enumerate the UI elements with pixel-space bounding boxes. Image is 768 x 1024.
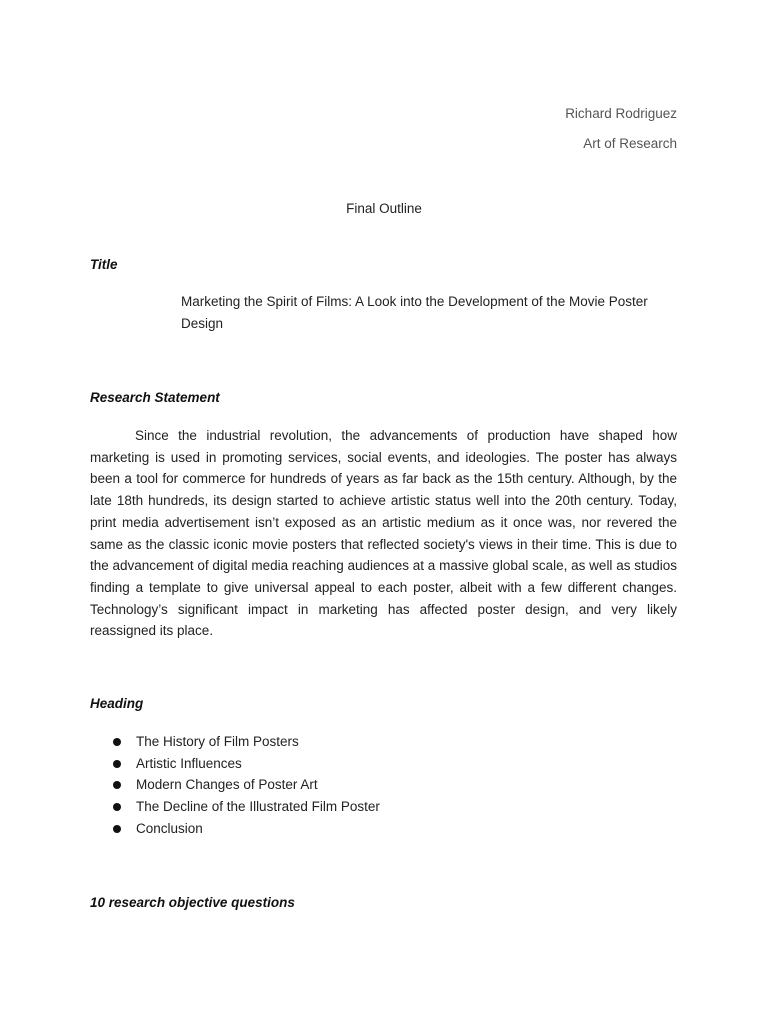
- title-section-heading: Title: [90, 257, 118, 272]
- bullet-icon: [113, 825, 121, 833]
- research-statement-heading: Research Statement: [90, 390, 220, 405]
- research-statement-paragraph: Since the industrial revolution, the advancements of production have shaped how marketing is used in promoting services, social events, and ideologies. The poster has always been a tool for commerce for hundreds of years as far back as the 15th century. Although, by the late 18th hundreds, its design started to achieve artistic status well into the 20th century. Today, print media advertisement isn’t exposed as an artistic medium as it once was, nor revered the same as the classic iconic movie posters that reflected society's views in their time. This is due to the advancement of digital media reaching audiences at a massive global scale, as well as studios finding a template to give universal appeal to each poster, albeit with a few different changes. Technology’s significant impact in marketing has affected poster design, and very likely reassigned its place.: [90, 428, 677, 639]
- author-name: Richard Rodriguez: [565, 106, 677, 121]
- list-item: [113, 796, 380, 818]
- heading-section-heading: Heading: [90, 696, 144, 711]
- list-item: [113, 818, 380, 840]
- list-item-text: Artistic Influences: [136, 755, 242, 771]
- list-item-text: The History of Film Posters: [136, 734, 299, 749]
- list-item-text: The Decline of the Illustrated Film Poster: [136, 799, 380, 815]
- objectives-section-heading: 10 research objective questions: [90, 895, 295, 910]
- list-item: [113, 731, 380, 753]
- list-item: [113, 753, 380, 775]
- bullet-icon: [113, 781, 121, 789]
- list-item-text: Conclusion: [136, 820, 203, 836]
- list-item: [113, 774, 380, 796]
- document-title: Final Outline: [346, 201, 422, 216]
- course-name: Art of Research: [583, 136, 677, 151]
- list-item-text: Modern Changes of Poster Art: [136, 777, 318, 793]
- heading-list: [113, 731, 380, 840]
- bullet-icon: [113, 738, 121, 746]
- bullet-icon: [113, 803, 121, 811]
- paper-title-text: Marketing the Spirit of Films: A Look into the Development of the Movie Poster Design: [181, 294, 648, 331]
- bullet-icon: [113, 760, 121, 768]
